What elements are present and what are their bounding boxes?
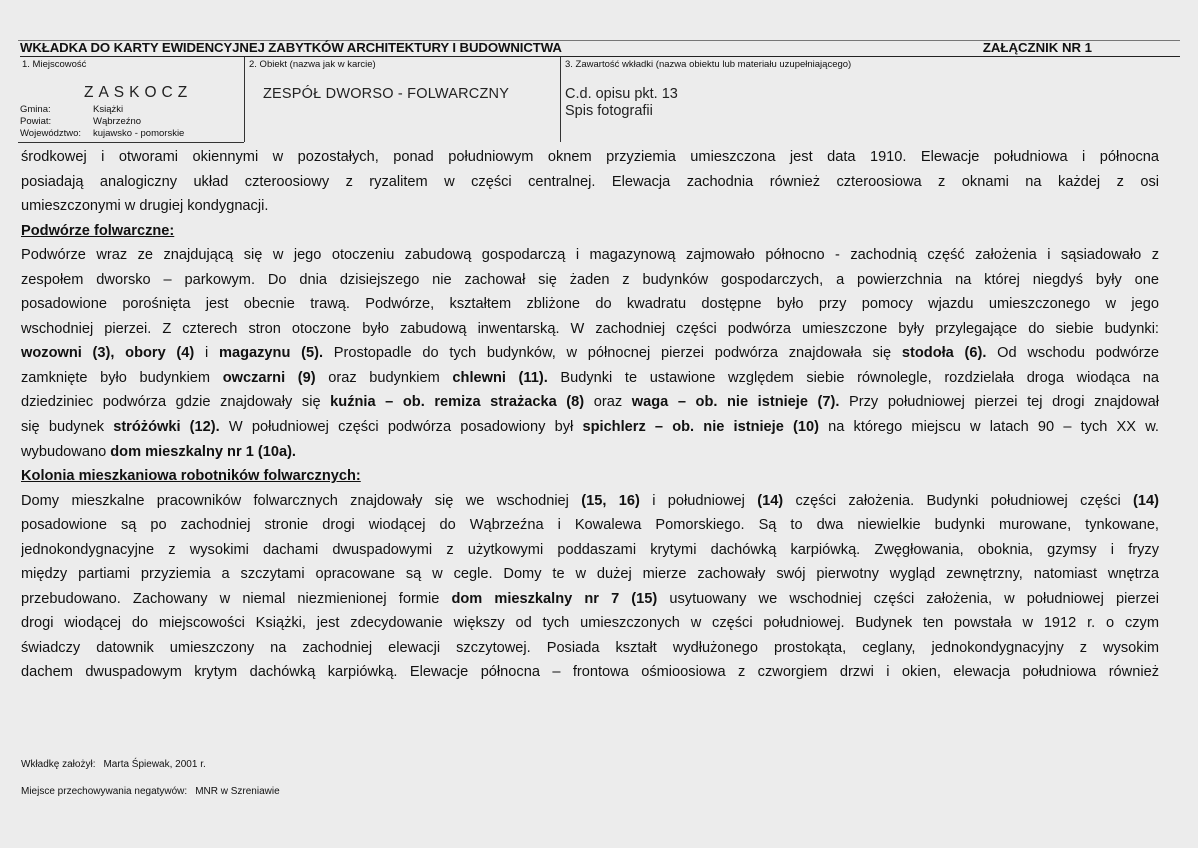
wojewodztwo-value: kujawsko - pomorskie — [93, 128, 185, 139]
body-text: oraz budynkiem — [315, 369, 453, 386]
object-name: ZESPÓŁ DWORSO - FOLWARCZNY — [263, 86, 510, 102]
body-line: dachem dwuspadowym krytym dachówką karpiówką. Elewacje północna – frontowa ośmioosiowa z czworgiem drzwi i okien, elewacja południowa również — [21, 664, 1159, 681]
cell-locality-label: 1. Miejscowość — [22, 59, 87, 70]
bold-term: wozowni (3), obory (4) — [21, 345, 195, 362]
body-text: usytuowany we wschodniej części założenia, w południowej pierzei — [657, 590, 1159, 607]
body-text: na którego miejscu w latach 90 – tych XX w. — [818, 419, 1159, 436]
body-line: jednokondygnacyjne z wysokimi dachami dwuspadowymi z użytkowymi poddaszami krytymi dachówką karpiówką. Zwęgłowania, obokniа, gzymsy i fryzy — [21, 541, 1159, 558]
section-heading-workers-colony: Kolonia mieszkaniowa robotników folwarcznych: — [21, 468, 361, 485]
contents-text — [565, 86, 678, 120]
bold-term: stodoła (6). — [901, 345, 987, 362]
body-text: zamknięte było budynkiem — [21, 369, 223, 386]
body-text: Budynki te ustawione względem siebie równolegle, rozdzielała droga wiodąca na — [547, 369, 1159, 386]
wojewodztwo-row — [20, 128, 185, 139]
header-cells — [18, 57, 1180, 142]
body-line: środkowej i otworami okiennymi w pozostałych, ponad południowym oknem przyziemia umieszczona jest data 1910. Elewacje południowa i północna — [21, 149, 1159, 165]
description-body — [21, 145, 1159, 685]
author-line — [21, 759, 206, 770]
locality-cell-bottom-rule — [18, 142, 244, 143]
cell-locality — [18, 57, 244, 142]
body-text: Od wschodu podwórze — [986, 345, 1159, 362]
body-text: dziedziniec podwórza gdzie znajdowały się — [21, 394, 331, 411]
document-title: WKŁADKA DO KARTY EWIDENCYJNEJ ZABYTKÓW ARCHITEKTURY I BUDOWNICTWA — [20, 40, 562, 55]
bold-term: chlewni (11). — [452, 369, 548, 386]
body-line — [21, 489, 1159, 514]
body-text: Przy południowej pierzei tej drogi znajdował — [839, 394, 1159, 411]
storage-line — [21, 786, 280, 797]
bold-term: owczarni (9) — [222, 369, 316, 386]
powiat-label: Powiat: — [20, 116, 52, 127]
bold-term: dom mieszkalny nr 1 (10a). — [110, 443, 296, 460]
body-line: umieszczonymi w drugiej kondygnacji. — [21, 198, 269, 215]
bold-term: (14) — [757, 492, 784, 509]
town-name: ZASKOCZ — [84, 84, 193, 101]
contents-line-2: Spis fotografii — [565, 103, 653, 119]
body-line: posadowione są po zachodniej stronie drogi wiodącej do Wąbrzeźna i Kowalewa Pomorskiego. Są to dwa niewielkie budynki murowane, tynkowane, — [21, 517, 1159, 534]
body-line: posadowione porośnięta jest obecnie trawą. Podwórze, kształtem zbliżone do kwadratu dostępne było przy pomocy wjazdu umieszczonego w jego — [21, 296, 1159, 313]
body-line — [21, 366, 1159, 391]
body-line: zespołem dworsko – parkowym. Do dnia dzisiejszego nie zachował się żaden z budynków gospodarczych, a powierzchnia na której niegdyś były one — [21, 271, 1159, 288]
gmina-value: Książki — [93, 104, 124, 115]
body-text: W południowej części podwórza posadowiony był — [219, 419, 583, 436]
bold-term: waga – ob. nie istnieje (7). — [631, 394, 840, 411]
bold-term: (14) — [1133, 492, 1159, 509]
body-line: wschodniej pierzei. Z czterech stron otoczone było zabudową inwentarską. W zachodniej części podwórza umieszczone były przylegające do siebie budynki: — [21, 320, 1159, 337]
cell-contents-label: 3. Zawartość wkładki (nazwa obiektu lub materiału uzupełniającego) — [565, 59, 852, 70]
body-text: części założenia. Budynki południowej części — [783, 492, 1134, 509]
wojewodztwo-label: Województwo: — [20, 128, 82, 139]
gmina-row — [20, 104, 124, 115]
gmina-label: Gmina: — [20, 104, 51, 115]
powiat-row — [20, 116, 142, 127]
body-line: Podwórze wraz ze znajdującą się w jego otoczeniu zabudową gospodarczą i magazynową zajmowało północno - zachodnią część założenia i sąsiadowało z — [21, 247, 1159, 264]
body-text: wybudowano — [21, 443, 111, 460]
body-line — [21, 341, 1159, 366]
body-text: się budynek — [21, 419, 114, 436]
section-heading-courtyard: Podwórze folwarczne: — [21, 222, 175, 239]
body-line: świadczy datownik umieszczony na zachodniej elewacji szczytowej. Posiada kształt wydłużonego prostokąta, ceglany, jednokondygnacyjny z wysokim — [21, 639, 1159, 656]
annex-number: ZAŁĄCZNIK NR 1 — [982, 40, 1092, 55]
body-text: Domy mieszkalne pracowników folwarcznych znajdowały się we wschodniej — [21, 492, 582, 509]
body-text: i południowej — [639, 492, 758, 509]
bold-term: magazynu (5). — [219, 345, 323, 362]
body-line — [21, 390, 1159, 415]
body-line: drogi wiodącej do miejscowości Książki, jest zdecydowanie większy od tych umieszczonych w części południowej. Budynek ten powstała w 1912 r. o czym — [21, 615, 1159, 632]
bold-term: dom mieszkalny nr 7 (15) — [451, 590, 658, 607]
storage-value: MNR w Szreniawie — [195, 786, 280, 797]
body-text: Prostopadle do tych budynków, w północnej pierzei podwórza znajdowała się — [323, 345, 902, 362]
body-line — [21, 587, 1159, 612]
bold-term: (15, 16) — [581, 492, 640, 509]
body-text: przebudowano. Zachowany w niemal niezmienionej formie — [21, 590, 452, 607]
powiat-value: Wąbrzeźno — [93, 116, 142, 127]
body-line — [21, 440, 1159, 465]
cell-contents — [560, 57, 1181, 142]
bold-term: kuźnia – ob. remiza strażacka (8) — [330, 394, 585, 411]
bold-term: spichlerz – ob. nie istnieje (10) — [582, 419, 819, 436]
body-line — [21, 415, 1159, 440]
body-text: oraz — [584, 394, 632, 411]
storage-label: Miejsce przechowywania negatywów: — [21, 786, 188, 797]
cell-object — [244, 57, 561, 142]
cell-object-label: 2. Obiekt (nazwa jak w karcie) — [249, 59, 376, 70]
body-line: między partiami przyziemia a szczytami opracowane są w cegle. Domy te w dużej mierze zachowały swój pierwotny wygląd zewnętrzny, natomiast wnętrza — [21, 566, 1159, 583]
author-value: Marta Śpiewak, 2001 r. — [103, 759, 206, 770]
contents-line-1: C.d. opisu pkt. 13 — [565, 86, 678, 102]
author-label: Wkładkę założył: — [21, 759, 96, 770]
bold-term: stróżówki (12). — [113, 419, 220, 436]
body-text: i — [194, 345, 219, 362]
body-line: posiadają analogiczny układ czteroosiowy z ryzalitem w części centralnej. Elewacja zachodnia również czteroosiowa z oknami na każdej z osi — [21, 173, 1159, 190]
